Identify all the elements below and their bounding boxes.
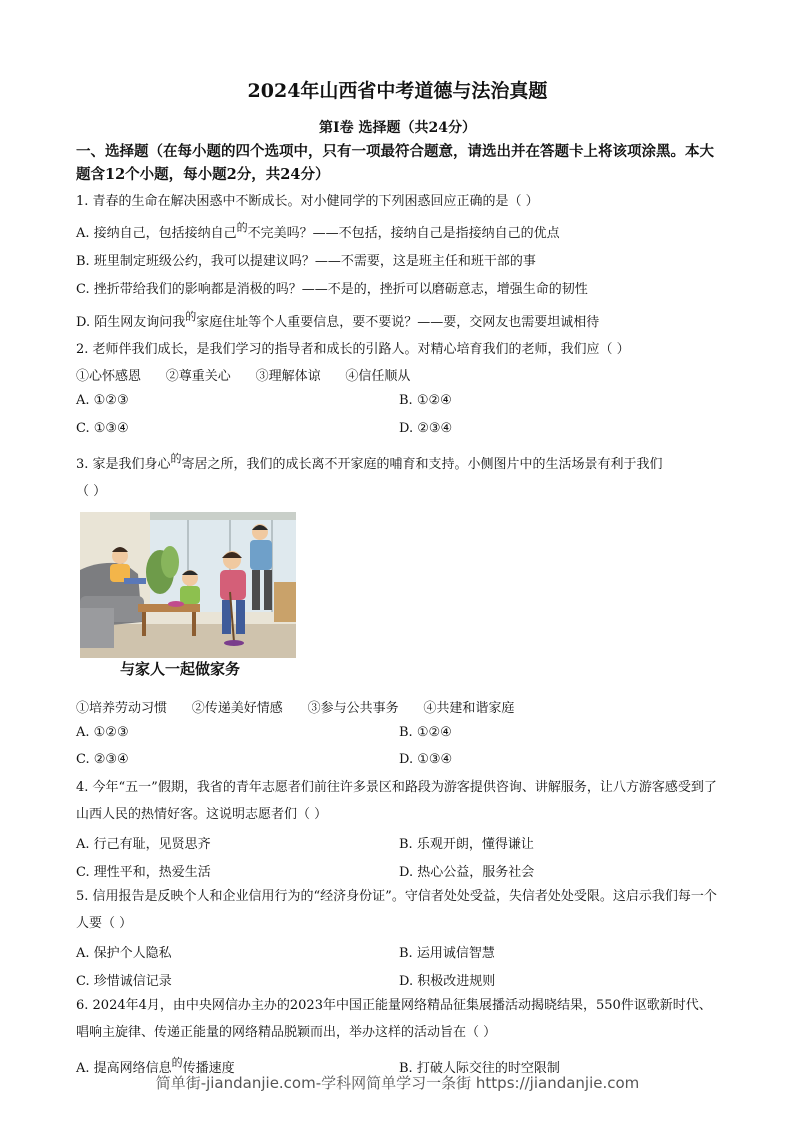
q1-option-b: B. 班里制定班级公约，我可以提建议吗？——不需要，这是班主任和班干部的事 (76, 254, 536, 269)
q3-stem (76, 453, 663, 472)
q5-option-d: D. 积极改进规则 (399, 974, 496, 989)
q1-option-c: C. 挫折带给我们的影响都是消极的吗？——不是的，挫折可以磨砺意志，增强生命的韧性 (76, 282, 588, 297)
q1-option-a-text: A. 接纳自己，包括接纳自己 (76, 226, 237, 241)
q3-option-c: C. ②③④ (76, 752, 129, 767)
q3-stem-text: 3. 家是我们身心 (76, 457, 171, 472)
q6-option-a-text: A. 提高网络信息 (76, 1061, 172, 1076)
q3-stem-tail: （ ） (76, 484, 107, 499)
q4-option-a: A. 行己有耻，见贤思齐 (76, 837, 211, 852)
q5-option-c: C. 珍惜诚信记录 (76, 974, 172, 989)
housework-illustration (80, 512, 296, 658)
q6-option-a-sup: 的 (171, 1056, 183, 1069)
q1-option-d-text2: 家庭住址等个人重要信息，要不要说？——要，交网友也需要坦诚相待 (196, 315, 600, 330)
q3-option-d: D. ①③④ (399, 752, 453, 767)
q5-option-b: B. 运用诚信智慧 (399, 946, 495, 961)
illustration-caption: 与家人一起做家务 (120, 660, 241, 678)
part-title: 第I卷 选择题（共24分） (319, 120, 476, 136)
q6-option-b: B. 打破人际交往的时空限制 (399, 1061, 560, 1076)
q3-stem-sup: 的 (170, 452, 182, 465)
q2-option-a: A. ①②③ (76, 393, 129, 408)
footer-watermark: 简单街-jiandanjie.com-学科网简单学习一条街 https://jiandanjie.com (155, 1074, 640, 1092)
q6-option-a-text2: 传播速度 (182, 1061, 235, 1076)
q2-option-c: C. ①③④ (76, 421, 129, 436)
q3-option-a: A. ①②③ (76, 725, 129, 740)
section-heading: 一、选择题（在每小题的四个选项中，只有一项最符合题意，请选出并在答题卡上将该项涂黑。本大题含12个小题，每小题2分，共24分） (76, 143, 714, 183)
q3-items: ①培养劳动习惯 ②传递美好情感 ③参与公共事务 ④共建和谐家庭 (76, 701, 515, 716)
q1-stem: 1. 青春的生命在解决困惑中不断成长。对小健同学的下列困惑回应正确的是（ ） (76, 194, 539, 209)
q2-stem: 2. 老师伴我们成长，是我们学习的指导者和成长的引路人。对精心培育我们的老师，我们应（ ） (76, 342, 630, 357)
q4-option-d: D. 热心公益，服务社会 (399, 865, 535, 880)
q1-option-a (76, 222, 560, 241)
q5-option-a: A. 保护个人隐私 (76, 946, 172, 961)
q3-option-b: B. ①②④ (399, 725, 452, 740)
q4-stem: 4. 今年“五一”假期，我省的青年志愿者们前往许多景区和路段为游客提供咨询、讲解服务，让八方游客感受到了山西人民的热情好客。这说明志愿者们（ ） (76, 780, 717, 822)
q1-option-d-sup: 的 (185, 310, 197, 323)
page-title: 2024年山西省中考道德与法治真题 (247, 80, 548, 102)
q1-option-d-text: D. 陌生网友询问我 (76, 315, 186, 330)
q6-stem: 6. 2024年4月，由中央网信办主办的2023年中国正能量网络精品征集展播活动揭晓结果，550件讴歌新时代、唱响主旋律、传递正能量的网络精品脱颖而出，举办这样的活动旨在（ ） (76, 998, 712, 1040)
q3-stem-text2: 寄居之所，我们的成长离不开家庭的哺育和支持。小侧图片中的生活场景有利于我们 (181, 457, 663, 472)
q5-stem: 5. 信用报告是反映个人和企业信用行为的“经济身份证”。守信者处处受益，失信者处处受限。这启示我们每一个人要（ ） (76, 889, 717, 931)
q1-option-a-text2: 不完美吗？——不包括，接纳自己是指接纳自己的优点 (247, 226, 560, 241)
q1-option-d (76, 311, 599, 330)
q4-option-c: C. 理性平和，热爱生活 (76, 865, 211, 880)
q2-option-d: D. ②③④ (399, 421, 453, 436)
q4-option-b: B. 乐观开朗，懂得谦让 (399, 837, 534, 852)
family-housework-picture (80, 512, 296, 658)
q2-option-b: B. ①②④ (399, 393, 452, 408)
q1-option-a-sup: 的 (236, 221, 248, 234)
q2-items: ①心怀感恩 ②尊重关心 ③理解体谅 ④信任顺从 (76, 369, 411, 384)
